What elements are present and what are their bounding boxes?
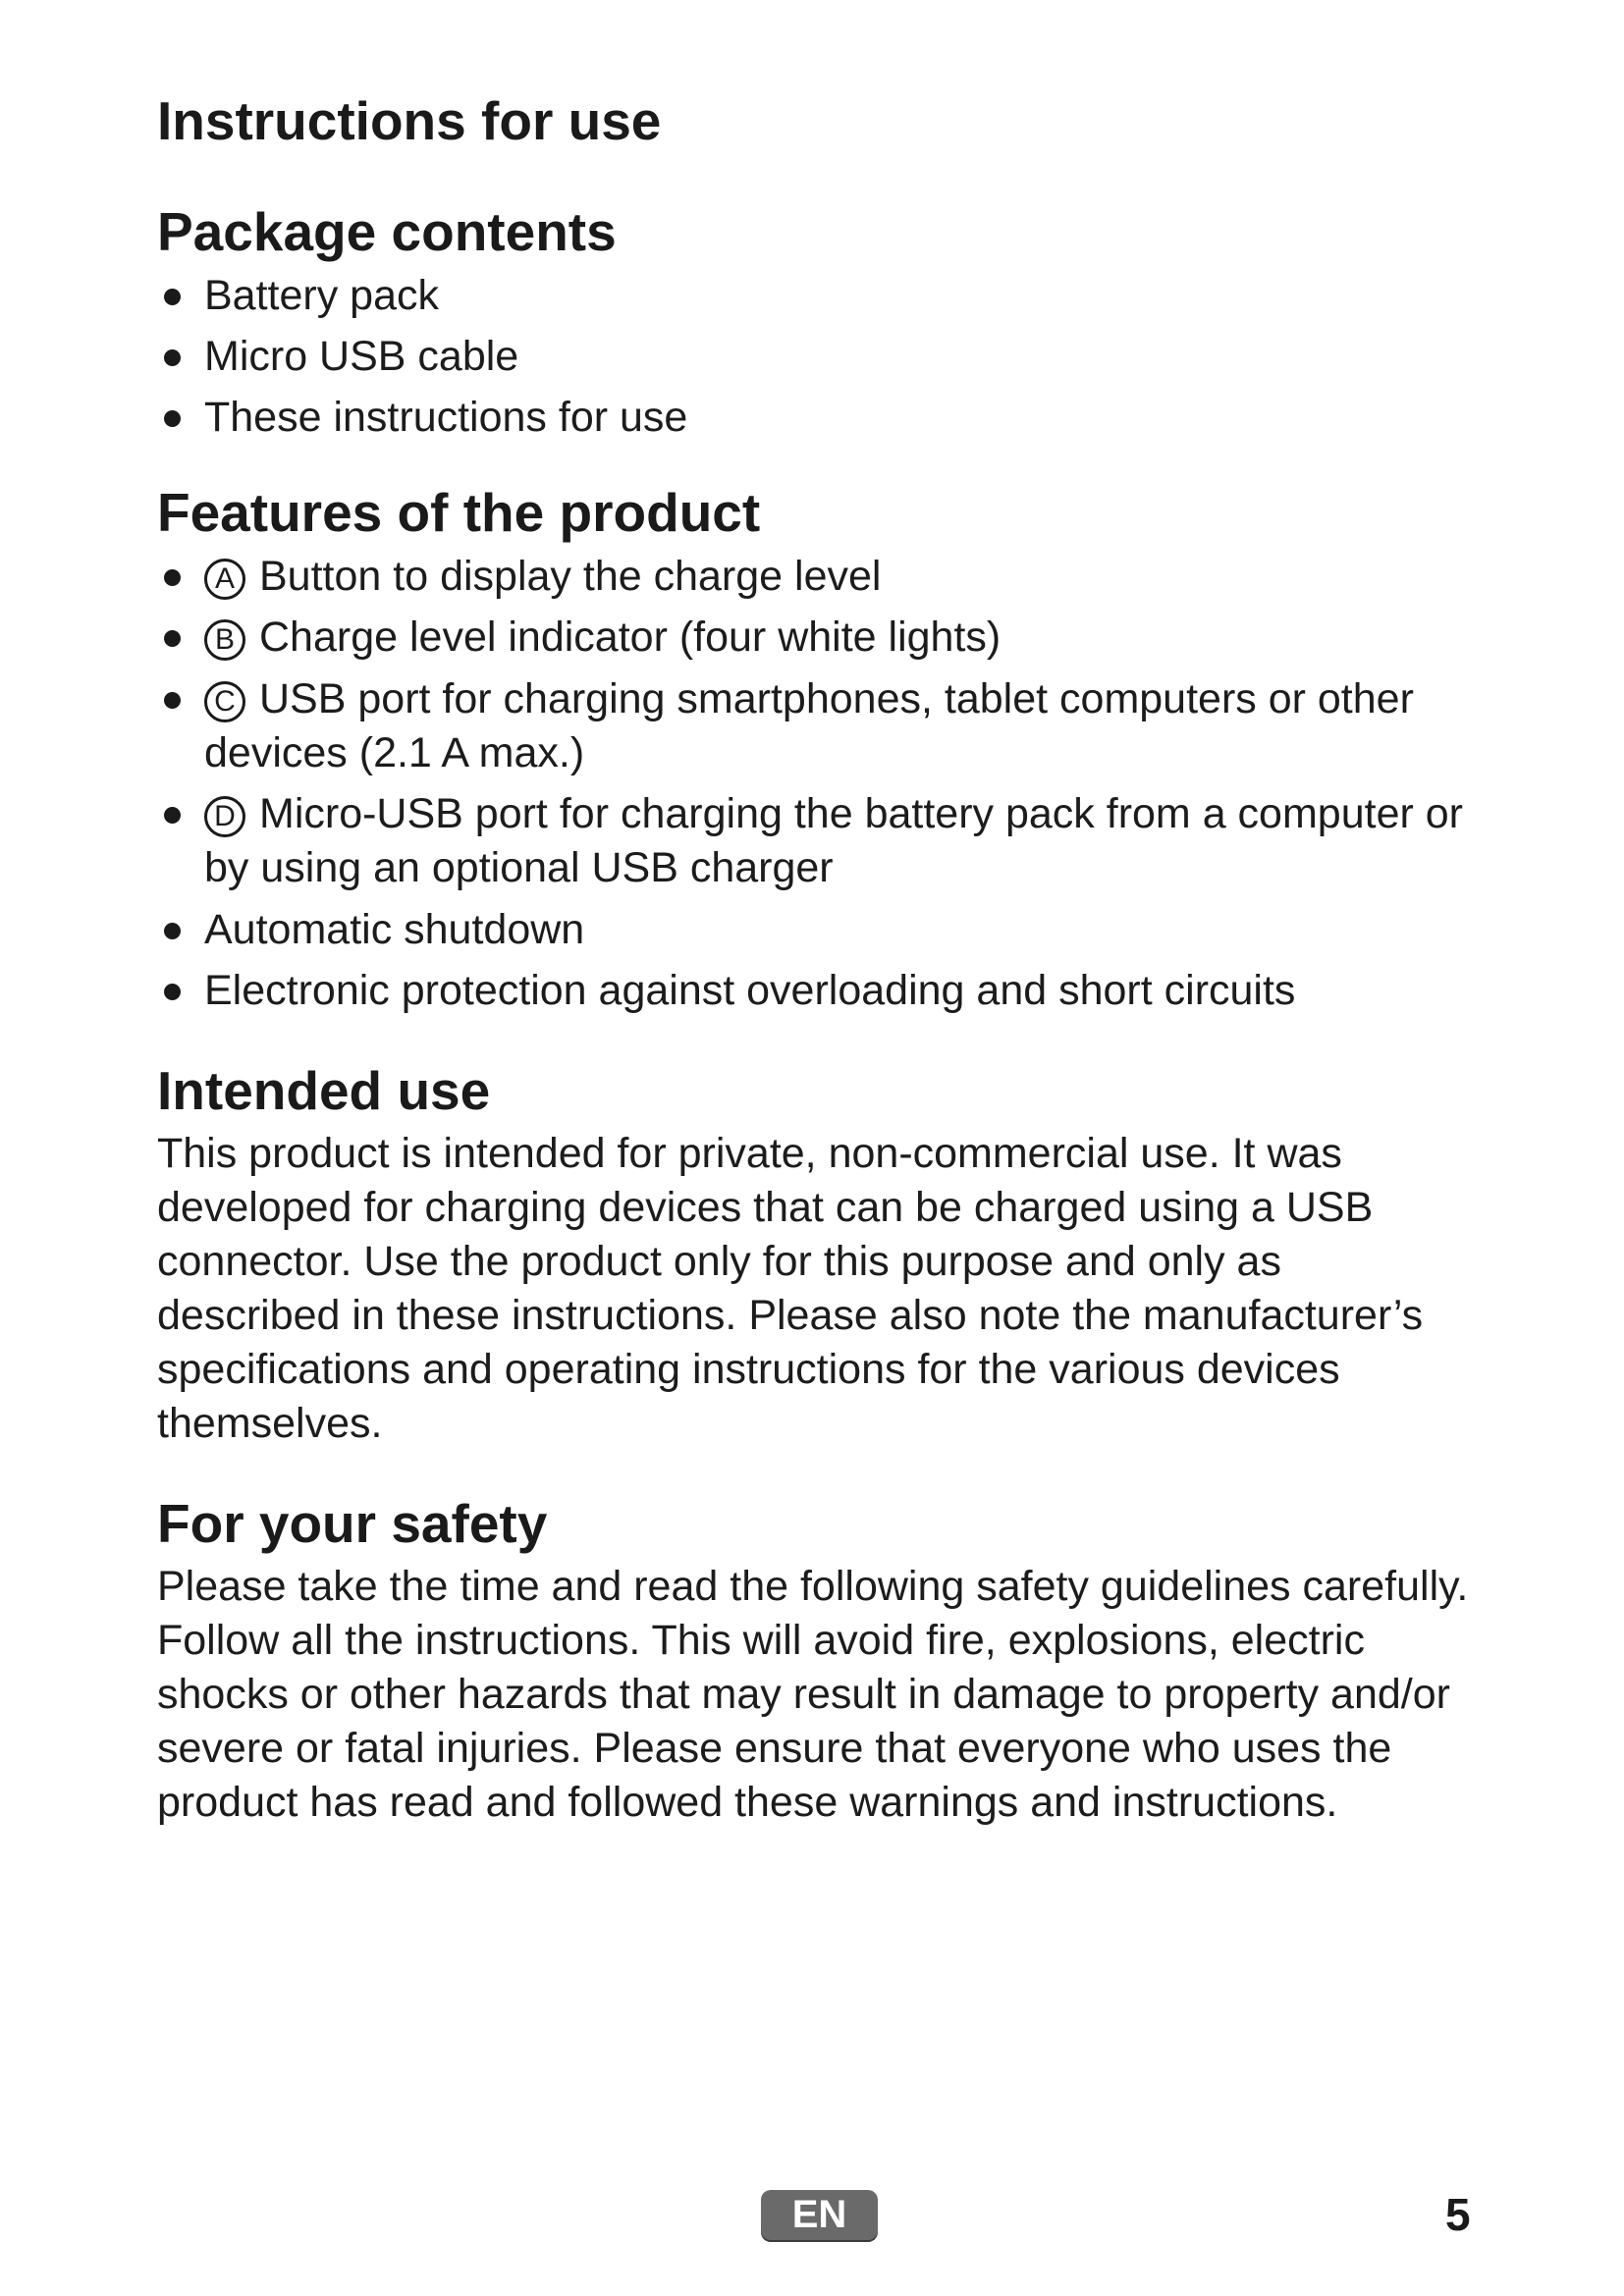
list-item-text: Electronic protection against overloading and short circuits bbox=[204, 967, 1296, 1014]
list-item-text: Automatic shutdown bbox=[204, 906, 585, 953]
list-item bbox=[157, 903, 1473, 957]
list-item bbox=[157, 391, 1473, 445]
package-contents-list bbox=[157, 269, 1473, 445]
list-item-text: Charge level indicator (four white lights) bbox=[259, 614, 1001, 661]
page-number: 5 bbox=[1445, 2189, 1471, 2240]
list-item bbox=[157, 330, 1473, 384]
package-contents-heading: Package contents bbox=[157, 201, 617, 262]
safety-heading: For your safety bbox=[157, 1493, 548, 1554]
bullet-icon bbox=[164, 289, 181, 305]
intended-use-heading: Intended use bbox=[157, 1060, 491, 1121]
features-list bbox=[157, 550, 1473, 1018]
bullet-icon bbox=[164, 410, 181, 427]
bullet-icon bbox=[164, 984, 181, 1000]
page-content bbox=[157, 86, 1473, 1830]
circled-letter-b-icon: B bbox=[204, 619, 245, 661]
bullet-icon bbox=[164, 923, 181, 939]
bullet-icon bbox=[164, 692, 181, 709]
list-item-text: Battery pack bbox=[204, 272, 439, 319]
list-item bbox=[157, 787, 1473, 895]
bullet-icon bbox=[164, 569, 181, 586]
features-heading: Features of the product bbox=[157, 482, 761, 543]
bullet-icon bbox=[164, 807, 181, 824]
list-item-text: Button to display the charge level bbox=[259, 553, 882, 600]
circled-letter-c-icon: C bbox=[204, 681, 245, 722]
list-item bbox=[157, 269, 1473, 323]
intended-use-paragraph: This product is intended for private, non-commercial use. It was developed for charging devices that can be charged using a USB connector. Use the product only for this purpose and only as described in these instructions. Please also note the manufacturer’s specifications and operating instructions for the various devices themselves. bbox=[157, 1130, 1424, 1447]
circled-letter-d-icon: D bbox=[204, 796, 245, 837]
list-item-text: Micro USB cable bbox=[204, 333, 519, 380]
bullet-icon bbox=[164, 349, 181, 366]
bullet-icon bbox=[164, 630, 181, 647]
list-item-text: These instructions for use bbox=[204, 394, 688, 441]
safety-paragraph: Please take the time and read the following safety guidelines carefully. Follow all the instructions. This will avoid fire, explosions, electric shocks or other hazards that may result in damage to property and/or severe or fatal injuries. Please ensure that everyone who uses the product has read and followed these warnings and instructions. bbox=[157, 1563, 1469, 1826]
list-item-text: Micro-USB port for charging the battery pack from a computer or by using an optional USB charger bbox=[204, 790, 1463, 891]
page-title: Instructions for use bbox=[157, 90, 662, 151]
list-item bbox=[157, 550, 1473, 604]
language-badge: EN bbox=[761, 2190, 878, 2240]
circled-letter-a-icon: A bbox=[204, 559, 245, 600]
list-item bbox=[157, 672, 1473, 780]
list-item-text: USB port for charging smartphones, tablet computers or other devices (2.1 A max.) bbox=[204, 675, 1414, 776]
list-item bbox=[157, 611, 1473, 665]
list-item bbox=[157, 964, 1473, 1018]
